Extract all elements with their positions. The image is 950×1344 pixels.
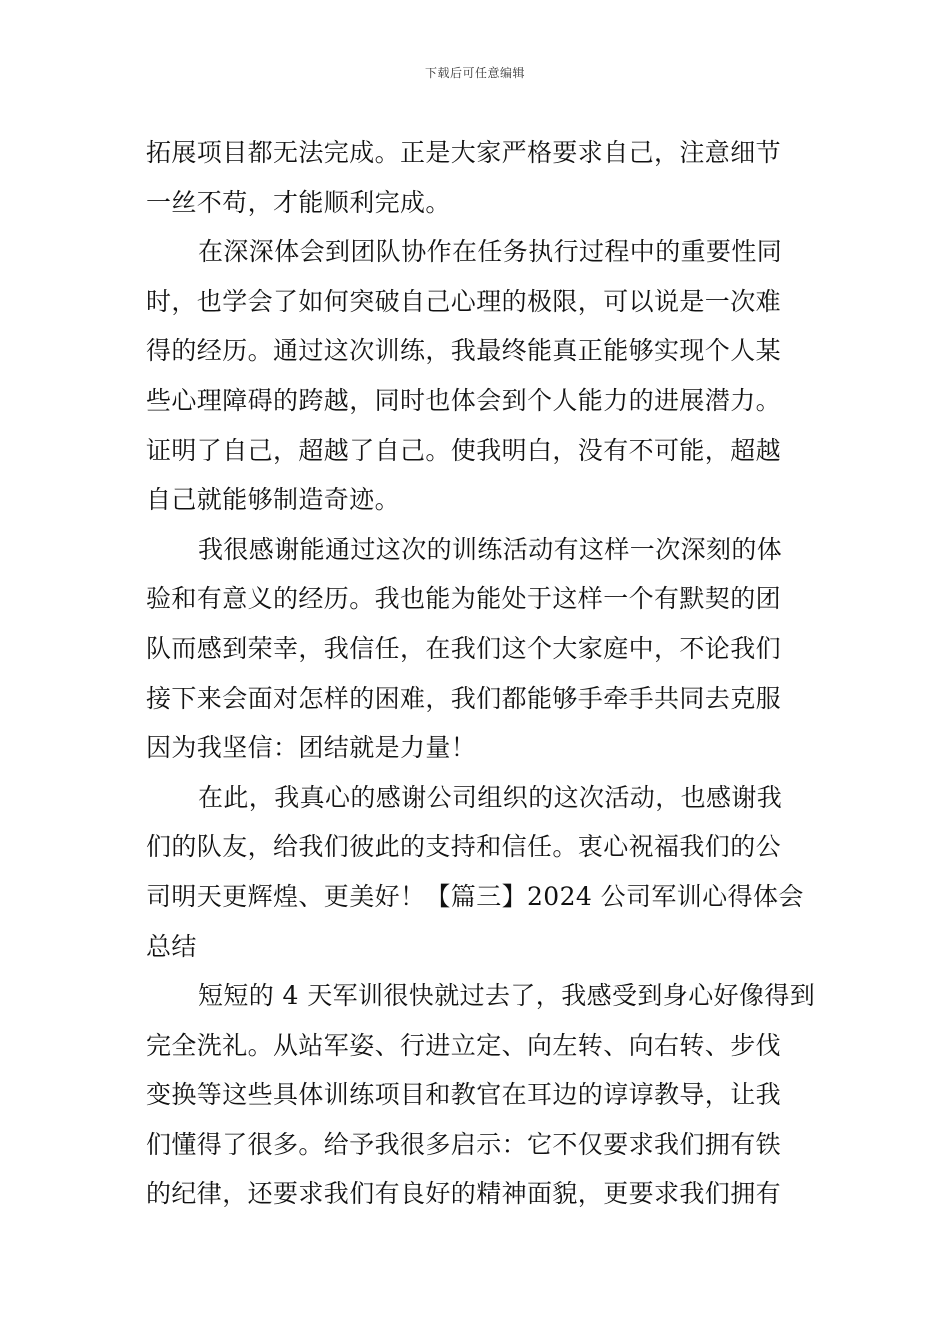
text-line: 在此，我真心的感谢公司组织的这次活动，也感谢我: [198, 782, 783, 812]
text-line: 得的经历。通过这次训练，我最终能真正能够实现个人某: [146, 336, 782, 366]
page-header: 下载后可任意编辑: [424, 66, 525, 80]
paragraph-2: [146, 227, 816, 525]
text-line: 变换等这些具体训练项目和教官在耳边的谆谆教导，让我: [146, 1080, 782, 1110]
text-line: 司明天更辉煌、更美好！【篇三】2024 公司军训心得体会: [146, 881, 804, 911]
paragraph-1: [146, 128, 816, 227]
paragraph-5: [146, 971, 816, 1219]
text-line: 们懂得了很多。给予我很多启示：它不仅要求我们拥有铁: [146, 1129, 782, 1159]
text-line: 队而感到荣幸，我信任，在我们这个大家庭中，不论我们: [146, 633, 782, 663]
text-line: 的纪律，还要求我们有良好的精神面貌，更要求我们拥有: [146, 1179, 782, 1209]
paragraph-4: [146, 773, 816, 971]
text-line: 些心理障碍的跨越，同时也体会到个人能力的进展潜力。: [146, 385, 782, 415]
text-line: 验和有意义的经历。我也能为能处于这样一个有默契的团: [146, 584, 782, 614]
text-line: 完全洗礼。从站军姿、行进立定、向左转、向右转、步伐: [146, 1030, 782, 1060]
text-line: 在深深体会到团队协作在任务执行过程中的重要性同: [198, 237, 783, 267]
text-line: 自己就能够制造奇迹。: [146, 485, 401, 515]
text-line: 因为我坚信：团结就是力量！: [146, 733, 477, 763]
text-line: 短短的 4 天军训很快就过去了，我感受到身心好像得到: [198, 981, 816, 1011]
text-line: 时，也学会了如何突破自己心理的极限，可以说是一次难: [146, 286, 782, 316]
text-line: 拓展项目都无法完成。正是大家严格要求自己，注意细节: [146, 138, 782, 167]
document-body: [146, 128, 816, 1219]
text-line: 我很感谢能通过这次的训练活动有这样一次深刻的体: [198, 534, 783, 564]
text-line: 一丝不苟，才能顺利完成。: [146, 187, 451, 217]
text-line: 总结: [146, 931, 197, 961]
text-line: 们的队友，给我们彼此的支持和信任。衷心祝福我们的公: [146, 832, 782, 862]
text-line: 接下来会面对怎样的困难，我们都能够手牵手共同去克服: [146, 683, 782, 713]
text-line: 证明了自己，超越了自己。使我明白，没有不可能，超越: [146, 435, 782, 465]
paragraph-3: [146, 525, 816, 773]
